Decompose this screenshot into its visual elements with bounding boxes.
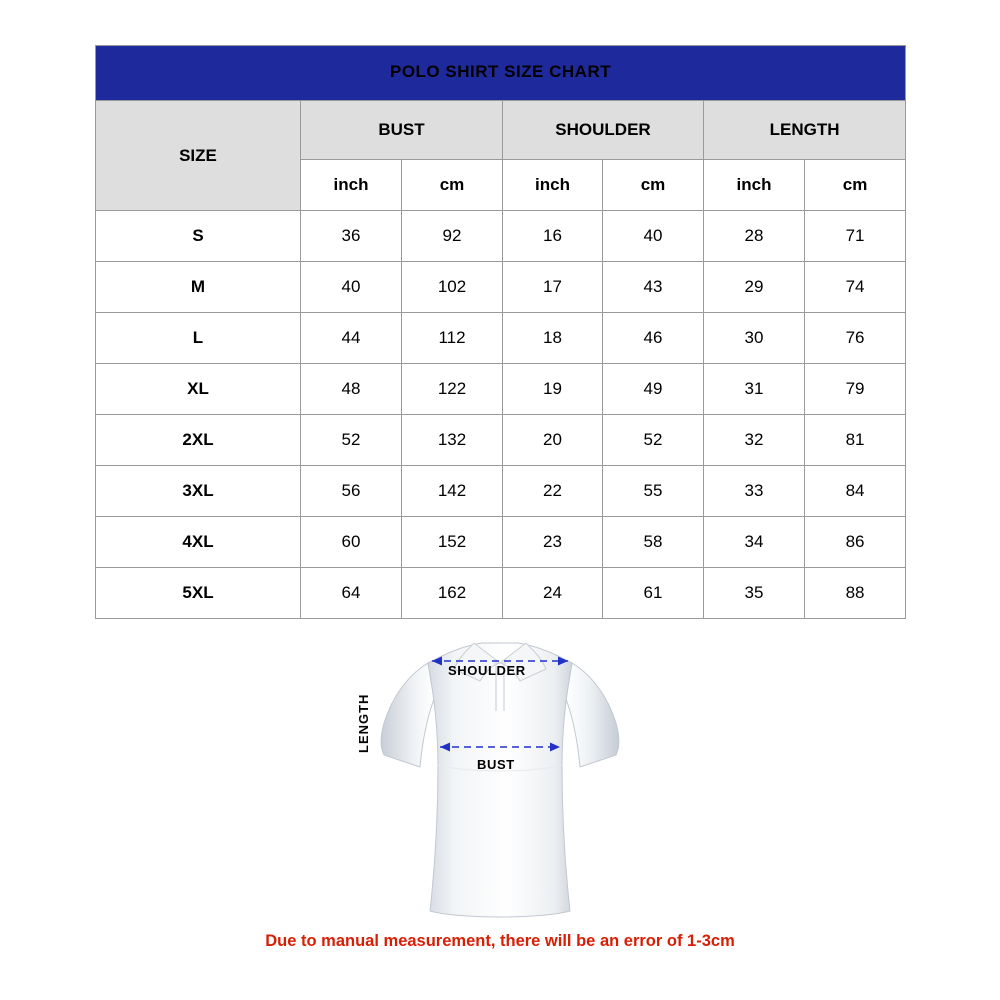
table-row: [96, 517, 906, 568]
cell-length-inch: 28: [704, 211, 805, 262]
row-size-label: 4XL: [96, 517, 301, 568]
cell-shoulder-inch: 17: [503, 262, 603, 313]
size-chart-table-wrapper: [95, 45, 905, 619]
cell-bust-inch: 44: [301, 313, 402, 364]
unit-length-cm: cm: [805, 160, 906, 211]
table-row: [96, 262, 906, 313]
cell-shoulder-inch: 23: [503, 517, 603, 568]
unit-bust-cm: cm: [402, 160, 503, 211]
cell-length-inch: 30: [704, 313, 805, 364]
unit-bust-inch: inch: [301, 160, 402, 211]
row-size-label: XL: [96, 364, 301, 415]
label-bust: BUST: [477, 757, 515, 772]
cell-shoulder-inch: 20: [503, 415, 603, 466]
cell-length-inch: 33: [704, 466, 805, 517]
column-header-bust: BUST: [301, 101, 503, 160]
cell-length-inch: 34: [704, 517, 805, 568]
cell-bust-cm: 122: [402, 364, 503, 415]
cell-shoulder-cm: 52: [603, 415, 704, 466]
cell-shoulder-cm: 49: [603, 364, 704, 415]
cell-length-inch: 35: [704, 568, 805, 619]
cell-bust-inch: 40: [301, 262, 402, 313]
column-header-length: LENGTH: [704, 101, 906, 160]
cell-shoulder-inch: 19: [503, 364, 603, 415]
column-header-size: SIZE: [96, 101, 301, 211]
label-shoulder: SHOULDER: [448, 663, 526, 678]
measurement-illustration: [330, 625, 670, 925]
unit-length-inch: inch: [704, 160, 805, 211]
row-size-label: 2XL: [96, 415, 301, 466]
cell-shoulder-cm: 58: [603, 517, 704, 568]
cell-bust-cm: 112: [402, 313, 503, 364]
cell-length-cm: 76: [805, 313, 906, 364]
chart-title-row: [96, 46, 906, 101]
cell-length-cm: 84: [805, 466, 906, 517]
cell-bust-inch: 56: [301, 466, 402, 517]
row-size-label: 5XL: [96, 568, 301, 619]
cell-length-cm: 86: [805, 517, 906, 568]
cell-bust-cm: 152: [402, 517, 503, 568]
cell-bust-inch: 60: [301, 517, 402, 568]
cell-length-cm: 71: [805, 211, 906, 262]
cell-shoulder-cm: 55: [603, 466, 704, 517]
measurement-note: Due to manual measurement, there will be an error of 1-3cm: [265, 932, 735, 950]
cell-bust-inch: 64: [301, 568, 402, 619]
cell-length-cm: 79: [805, 364, 906, 415]
cell-bust-inch: 36: [301, 211, 402, 262]
cell-bust-inch: 48: [301, 364, 402, 415]
cell-shoulder-cm: 46: [603, 313, 704, 364]
table-row: [96, 211, 906, 262]
row-size-label: L: [96, 313, 301, 364]
unit-shoulder-inch: inch: [503, 160, 603, 211]
size-chart-table: [95, 45, 906, 619]
cell-bust-cm: 92: [402, 211, 503, 262]
cell-shoulder-cm: 61: [603, 568, 704, 619]
row-size-label: M: [96, 262, 301, 313]
cell-shoulder-cm: 43: [603, 262, 704, 313]
table-row: [96, 568, 906, 619]
unit-shoulder-cm: cm: [603, 160, 704, 211]
cell-shoulder-inch: 24: [503, 568, 603, 619]
label-length: LENGTH: [356, 693, 371, 753]
column-group-header-row: [96, 101, 906, 160]
cell-bust-cm: 102: [402, 262, 503, 313]
table-row: [96, 466, 906, 517]
cell-length-cm: 81: [805, 415, 906, 466]
cell-length-inch: 29: [704, 262, 805, 313]
page-title: POLO SHIRT SIZE CHART: [96, 46, 906, 101]
table-row: [96, 364, 906, 415]
cell-bust-inch: 52: [301, 415, 402, 466]
cell-shoulder-inch: 22: [503, 466, 603, 517]
cell-length-cm: 74: [805, 262, 906, 313]
cell-length-inch: 32: [704, 415, 805, 466]
row-size-label: 3XL: [96, 466, 301, 517]
cell-length-cm: 88: [805, 568, 906, 619]
size-chart-body: [96, 211, 906, 619]
cell-bust-cm: 162: [402, 568, 503, 619]
table-row: [96, 313, 906, 364]
column-header-shoulder: SHOULDER: [503, 101, 704, 160]
table-row: [96, 415, 906, 466]
cell-shoulder-inch: 18: [503, 313, 603, 364]
cell-shoulder-cm: 40: [603, 211, 704, 262]
cell-bust-cm: 142: [402, 466, 503, 517]
cell-bust-cm: 132: [402, 415, 503, 466]
cell-shoulder-inch: 16: [503, 211, 603, 262]
cell-length-inch: 31: [704, 364, 805, 415]
row-size-label: S: [96, 211, 301, 262]
